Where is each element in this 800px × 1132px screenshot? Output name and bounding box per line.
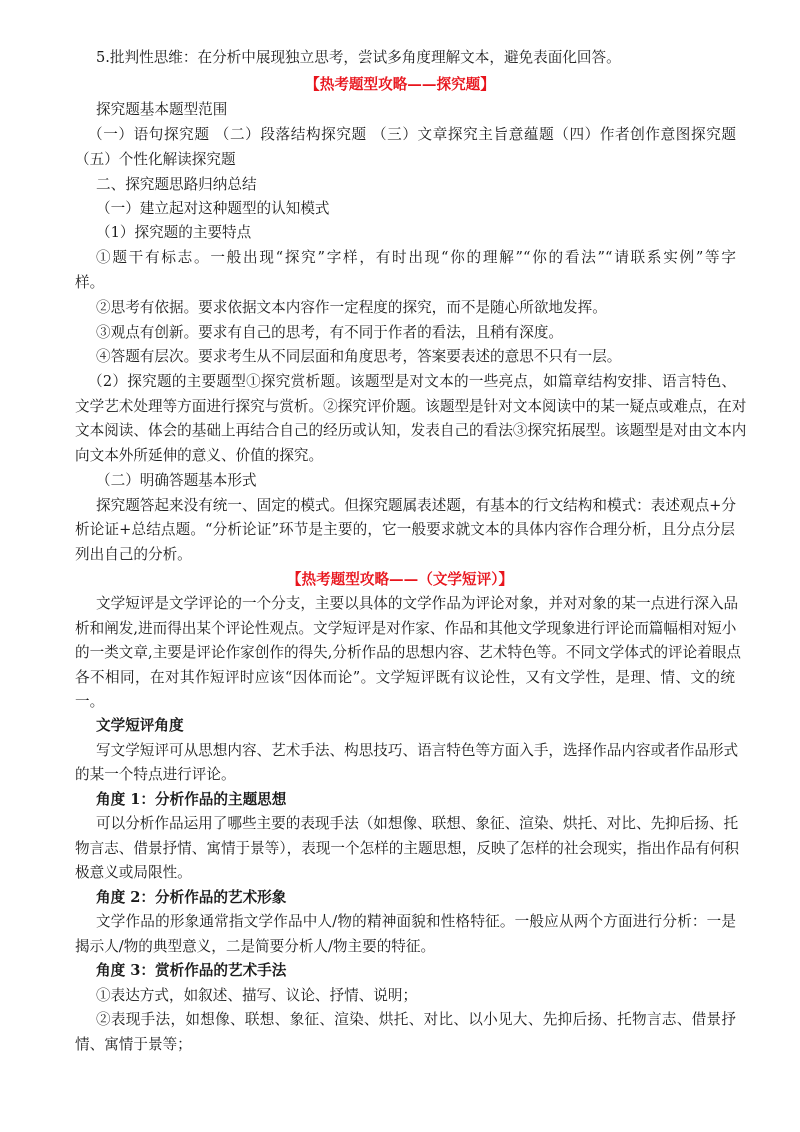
paragraph-line: 文本阅读、体会的基础上再结合自己的经历或认知，发表自己的看法③探究拓展型。该题型是对由文本内 [75, 422, 747, 439]
paragraph-line: 5.批判性思维：在分析中展现独立思考，尝试多角度理解文本，避免表面化回答。 [96, 49, 621, 66]
paragraph-line: ②思考有依据。要求依据文本内容作一定程度的探究，而不是随心所欲地发挥。 [96, 299, 607, 316]
paragraph-line: 物言志、借景抒情、寓情于景等），表现一个怎样的主题思想，反映了怎样的社会现实，指出作品有何积 [75, 840, 740, 857]
paragraph-line: 探究题基本题型范围 [96, 101, 228, 118]
subheading-angle-3: 角度 3：赏析作品的艺术手法 [96, 962, 287, 979]
paragraph-line: （2）探究题的主要题型①探究赏析题。该题型是对文本的一些亮点，如篇章结构安排、语言特色、 [88, 373, 736, 390]
paragraph-line: 情、寓情于景等； [75, 1036, 192, 1053]
paragraph-line: 列出自己的分析。 [75, 546, 192, 563]
paragraph-line: 可以分析作品运用了哪些主要的表现手法（如想像、联想、象征、渲染、烘托、对比、先抑后扬、托 [96, 815, 739, 832]
paragraph-line: 各不相同，在对其作短评时应该“因体而论”。文学短评既有议论性，又有文学性，是理、情、文的统 [75, 669, 735, 686]
paragraph-line: ④答题有层次。要求考生从不同层面和角度思考，答案要表述的意思不只有一层。 [96, 348, 622, 365]
paragraph-line: 二、探究题思路归纳总结 [96, 176, 257, 193]
paragraph-line: 析和阐发,进而得出某个评论性观点。文学短评是对作家、作品和其他文学现象进行评论而篇幅相对短小 [75, 620, 737, 637]
paragraph-line: ①表达方式，如叙述、描写、议论、抒情、说明； [96, 987, 418, 1004]
subheading-review-angles: 文学短评角度 [96, 717, 184, 734]
paragraph-line: （一）建立起对这种题型的认知模式 [96, 200, 330, 217]
paragraph-line: ①题干有标志。一般出现“探究”字样，有时出现“你的理解”“你的看法”“请联系实例”等字 [96, 249, 736, 266]
paragraph-line: 样。 [75, 274, 105, 291]
paragraph-line: 探究题答起来没有统一、固定的模式。但探究题属表述题，有基本的行文结构和模式：表述观点+分 [96, 497, 736, 514]
paragraph-line: （五）个性化解读探究题 [75, 151, 236, 168]
paragraph-line: ②表现手法，如想像、联想、象征、渲染、烘托、对比、以小见大、先抑后扬、托物言志、借景抒 [96, 1011, 736, 1028]
paragraph-line: 写文学短评可从思想内容、艺术手法、构思技巧、语言特色等方面入手，选择作品内容或者作品形式 [96, 742, 739, 759]
paragraph-line: 揭示人/物的典型意义，二是简要分析人/物主要的特征。 [75, 938, 436, 955]
paragraph-line: 文学短评是文学评论的一个分支，主要以具体的文学作品为评论对象，并对对象的某一点进行深入品 [96, 595, 739, 612]
paragraph-line: 文学作品的形象通常指文学作品中人/物的精神面貌和性格特征。一般应从两个方面进行分析：一是 [96, 913, 736, 930]
paragraph-line: 一。 [75, 693, 105, 710]
paragraph-line: 析论证+总结点题。“分析论证”环节是主要的，它一般要求就文本的具体内容作合理分析，且分点分层 [75, 521, 735, 538]
paragraph-line: （1）探究题的主要特点 [96, 224, 252, 241]
paragraph-line: （一）语句探究题 （二）段落结构探究题 （三）文章探究主旨意蕴题（四）作者创作意图探究题 [88, 126, 736, 143]
paragraph-line: 文学艺术处理等方面进行探究与赏析。②探究评价题。该题型是针对文本阅读中的某一疑点或难点，在对 [75, 398, 747, 415]
paragraph-line: （二）明确答题基本形式 [96, 472, 257, 489]
paragraph-line: 的一类文章,主要是评论作家创作的得失,分析作品的思想内容、艺术特色等。不同文学体式的评论着眼点 [75, 644, 742, 661]
paragraph-line: 的某一个特点进行评论。 [75, 766, 236, 783]
paragraph-line: 极意义或局限性。 [75, 864, 192, 881]
subheading-angle-1: 角度 1：分析作品的主题思想 [96, 791, 287, 808]
paragraph-line: ③观点有创新。要求有自己的思考，有不同于作者的看法，且稍有深度。 [96, 324, 564, 341]
section-heading-inquiry: 【热考题型攻略——探究题】 [305, 76, 495, 93]
section-heading-literary-review: 【热考题型攻略——（文学短评）】 [286, 571, 514, 588]
paragraph-line: 向文本外所延伸的意义、价值的探究。 [75, 447, 324, 464]
subheading-angle-2: 角度 2：分析作品的艺术形象 [96, 889, 287, 906]
